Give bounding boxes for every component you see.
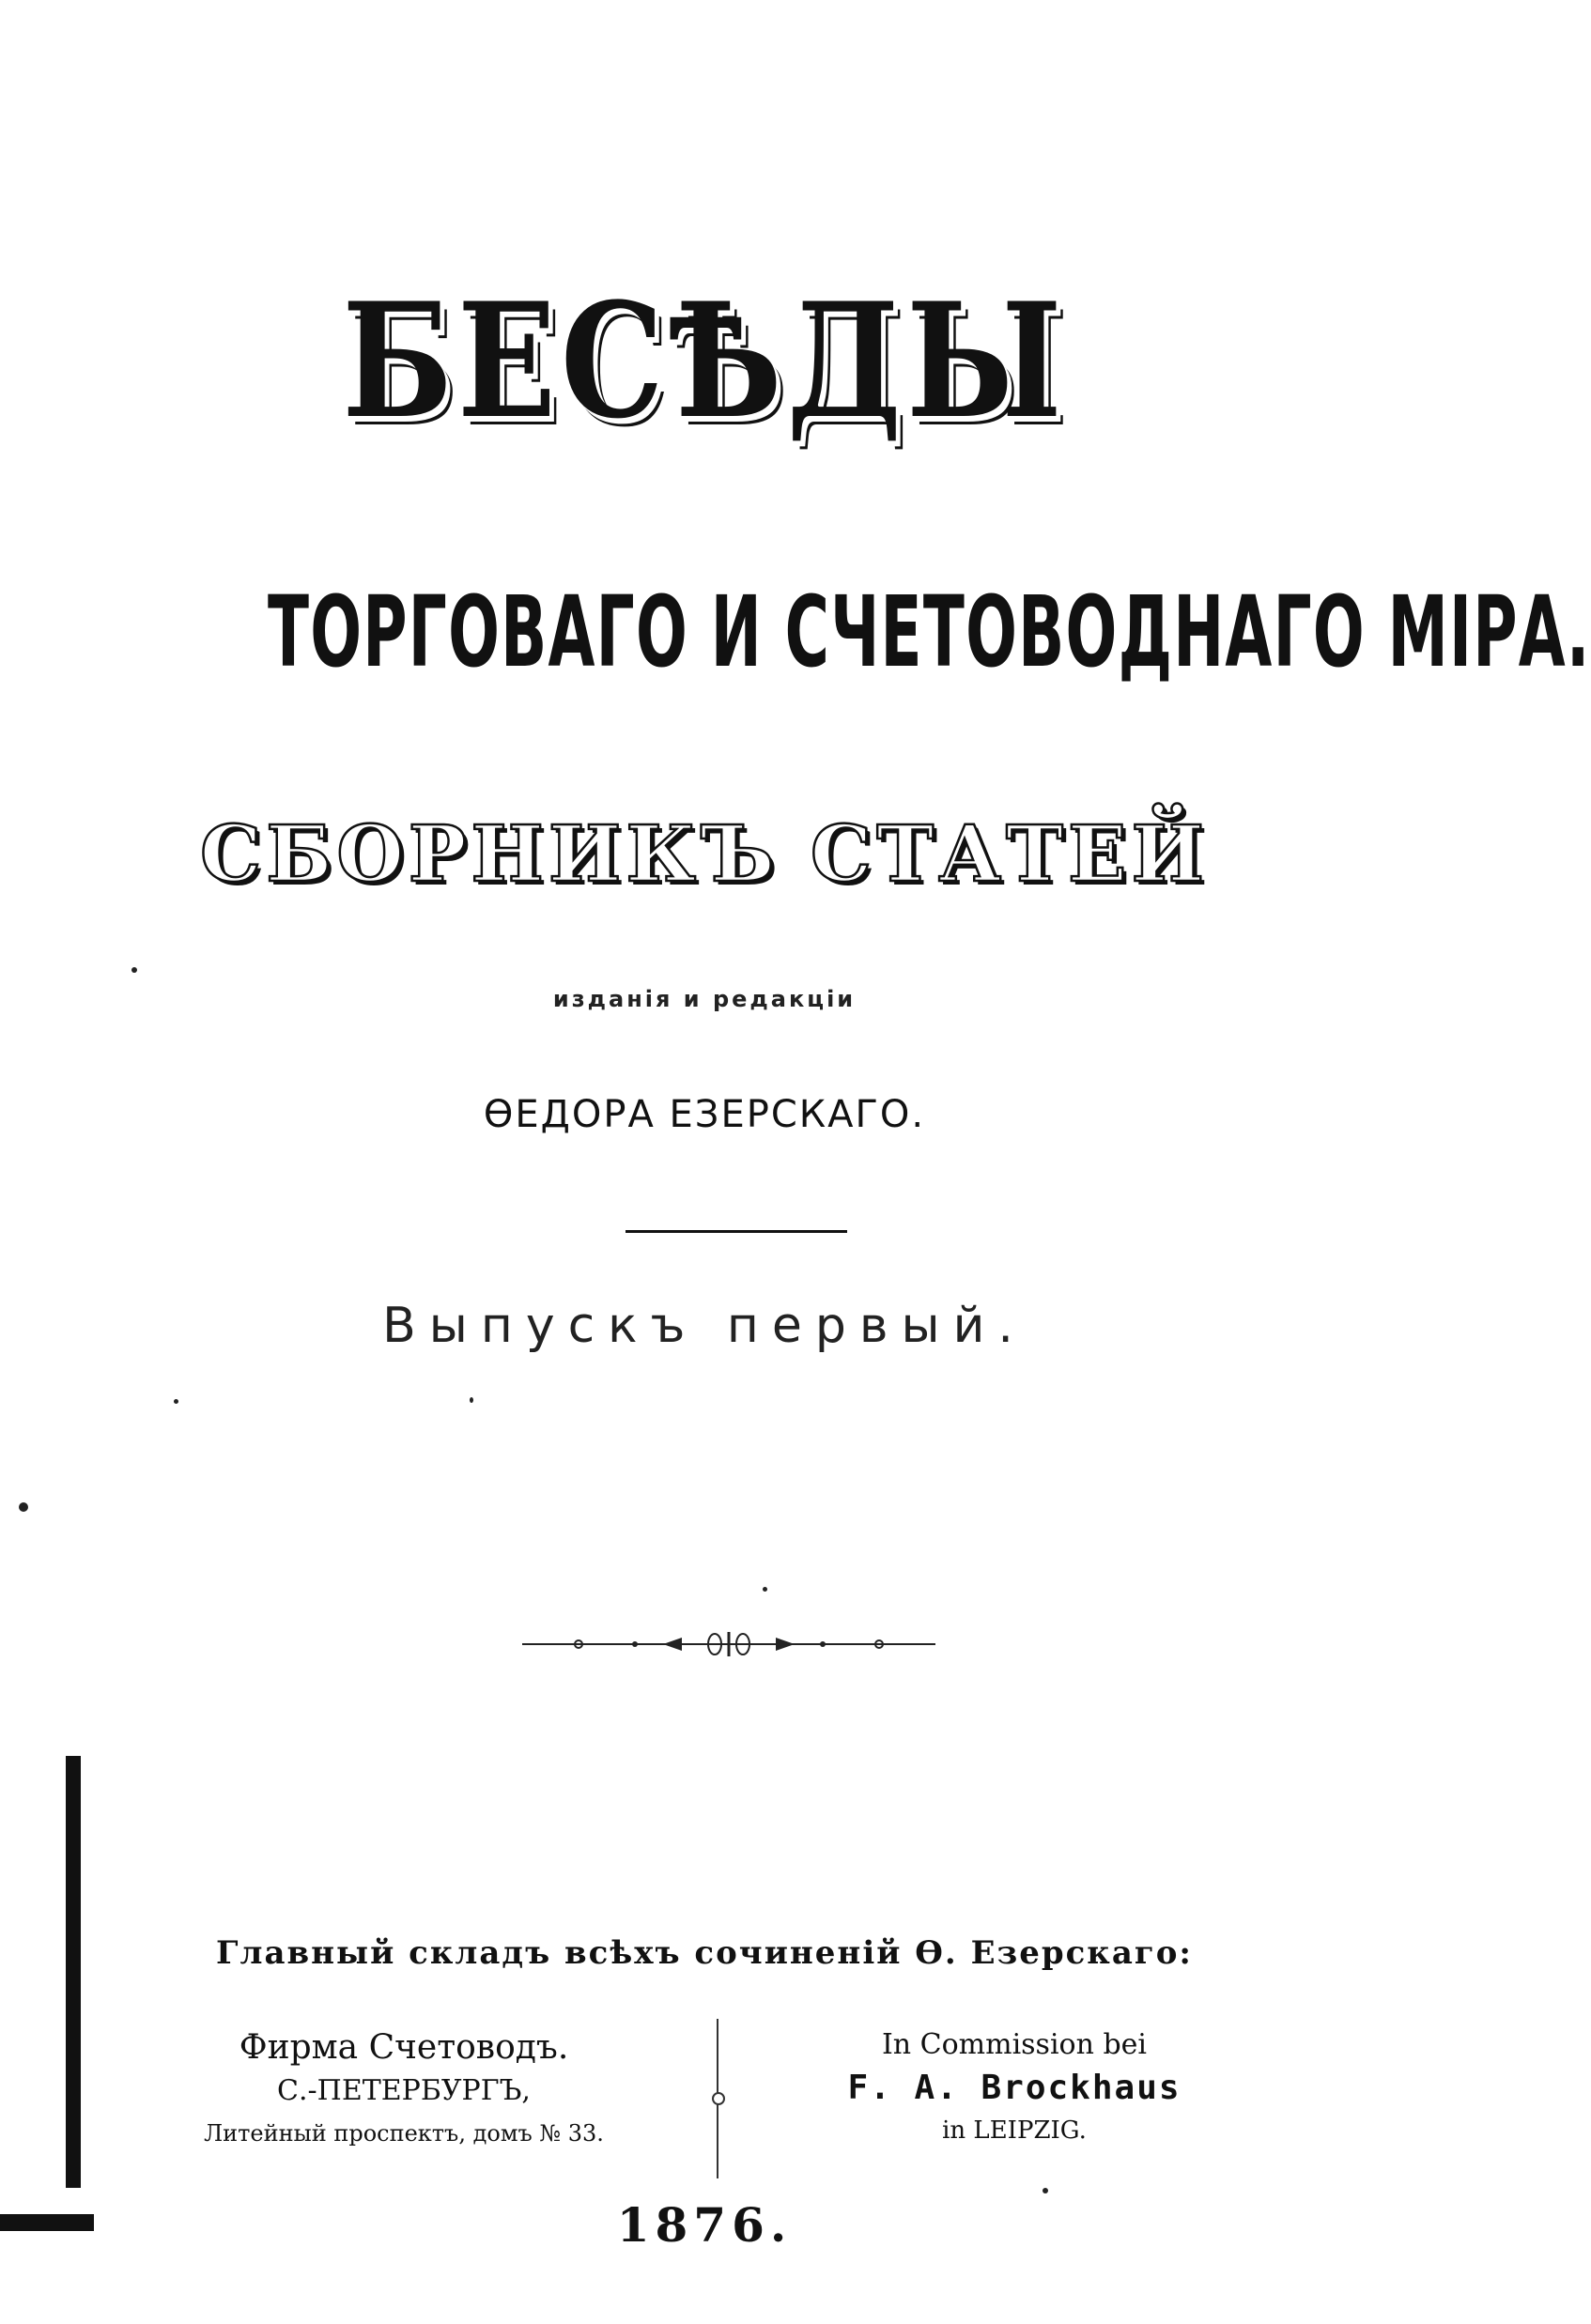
edition-note: изданія и редакціи — [552, 986, 857, 1012]
scan-speck — [1043, 2188, 1048, 2193]
scan-speck — [470, 1397, 473, 1403]
commission-block — [733, 2028, 1296, 2145]
commission-note: In Commission bei — [881, 2028, 1148, 2061]
scan-speck — [131, 967, 137, 973]
scan-edge-mark — [66, 1756, 81, 2188]
firm-name: Фирма Счетоводъ. — [239, 2028, 569, 2067]
publication-year: 1876. — [616, 2197, 793, 2253]
author-name: ѲЕДОРА ЕЗЕРСКАГО. — [483, 1093, 926, 1136]
collection-heading: СБОРНИКЪ СТАТЕЙ — [199, 809, 1209, 900]
firm-address: Литейный проспектъ, домъ № 33. — [204, 2120, 604, 2147]
seller-block — [113, 2028, 695, 2147]
ornament-divider — [522, 1630, 935, 1658]
main-title: БЕСѢДЫ — [342, 268, 1067, 454]
issue-label: Выпускъ первый. — [382, 1298, 1027, 1354]
publisher-name: F. A. Brockhaus — [847, 2069, 1182, 2107]
publisher-city: in LEIPZIG. — [942, 2116, 1087, 2145]
firm-city: С.-ПЕТЕРБУРГЪ, — [277, 2074, 531, 2107]
warehouse-heading: Главный складъ всѣхъ сочиненій Ѳ. Езерскаго: — [216, 1934, 1193, 1972]
subtitle: ТОРГОВАГО И СЧЕТОВОДНАГО МІРА. — [268, 575, 1591, 689]
scan-speck — [174, 1399, 178, 1404]
divider-rule — [626, 1230, 847, 1233]
scan-speck — [19, 1502, 28, 1512]
column-divider-ornament — [712, 2092, 725, 2105]
scan-speck — [763, 1587, 767, 1592]
